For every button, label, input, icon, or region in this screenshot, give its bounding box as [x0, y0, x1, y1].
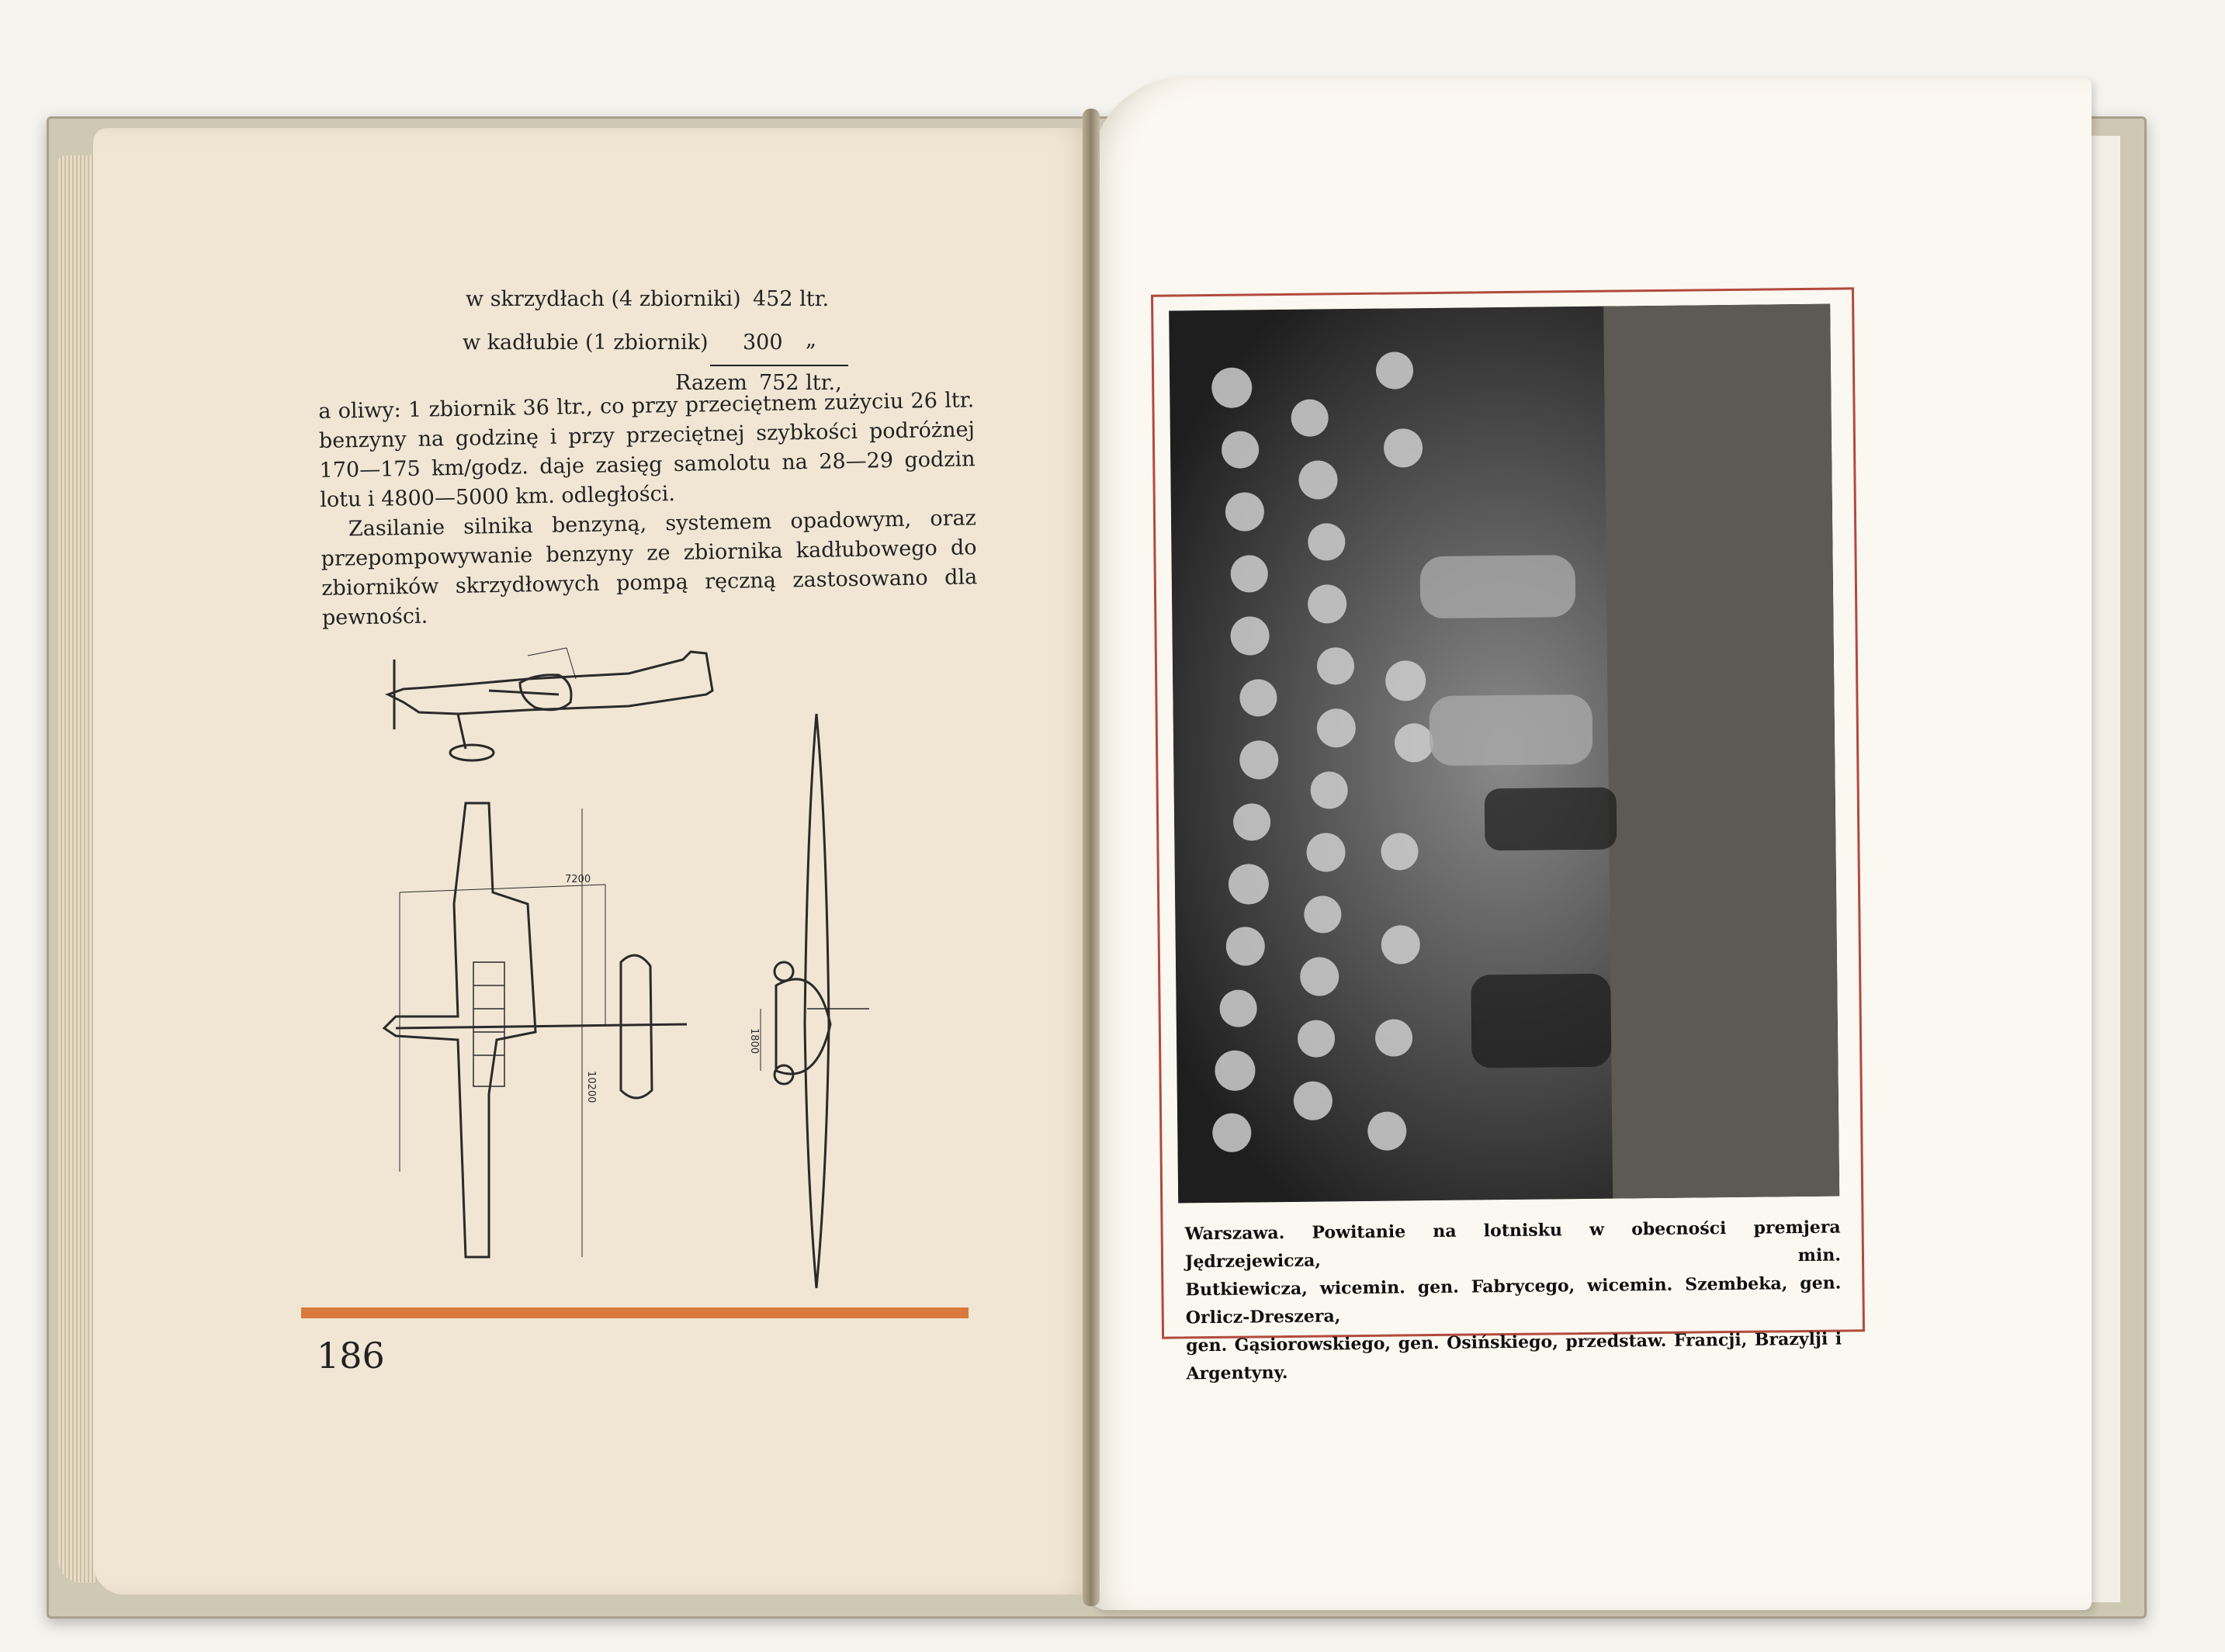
fuel-row-fuselage-label: w kadłubie (1 zbiornik) — [463, 331, 709, 355]
paragraph-fuel-system: Zasilanie silnika benzyną, systemem opadowym, oraz przepompowywanie benzyny ze zbiornika kadłubowego do zbiorników skrzydłowych pompą ręczną zastosowano dla pewności. — [321, 506, 978, 630]
caption-line: Warszawa. Powitanie na lotnisku w obecności premjera Jędrzejewicza, min. — [1184, 1217, 1842, 1273]
photo-caption — [1184, 1214, 1842, 1388]
dim-length: 10200 — [585, 1071, 597, 1103]
page-edges — [58, 155, 97, 1583]
page-number: 186 — [317, 1335, 385, 1377]
dim-span: 7200 — [565, 874, 591, 885]
fuel-total-value: 752 ltr., — [759, 371, 842, 395]
dim-track: 1800 — [748, 1028, 760, 1055]
fuel-row-fuselage-value: 300 — [743, 331, 783, 355]
group-photograph — [1169, 304, 1839, 1204]
side-view-drawing — [388, 648, 712, 760]
body-text — [318, 386, 978, 633]
paragraph-range: a oliwy: 1 zbiornik 36 ltr., co przy przeciętnem zużyciu 26 ltr. benzyny na godzinę i przy przeciętnej szybkości podróżnej 170—175 km/godz. daje zasięg samolotu na 28—29 godzin lotu i 4800—5000 km. odległości. — [318, 388, 976, 512]
photo-image — [1169, 304, 1839, 1204]
orange-footer-rule — [301, 1307, 969, 1318]
aircraft-technical-drawing — [373, 636, 916, 1296]
fuel-row-wings-label: w skrzydłach (4 zbiorniki) — [466, 287, 741, 311]
photo-plate — [1151, 287, 1865, 1384]
fuel-row-ditto-mark: „ — [806, 327, 816, 352]
fuel-row-wings-value: 452 ltr. — [753, 287, 830, 311]
front-view-drawing — [761, 714, 869, 1288]
top-view-drawing — [384, 803, 687, 1257]
caption-line: Butkiewicza, wicemin. gen. Fabrycego, wicemin. Szembeka, gen. Orlicz-Dreszera, — [1185, 1273, 1842, 1328]
fuel-total-label: Razem — [675, 371, 747, 395]
caption-line: gen. Gąsiorowskiego, gen. Osińskiego, przedstaw. Francji, Brazylji i Argentyny. — [1186, 1328, 1842, 1384]
sum-line — [710, 365, 848, 366]
book-gutter — [1083, 109, 1100, 1606]
